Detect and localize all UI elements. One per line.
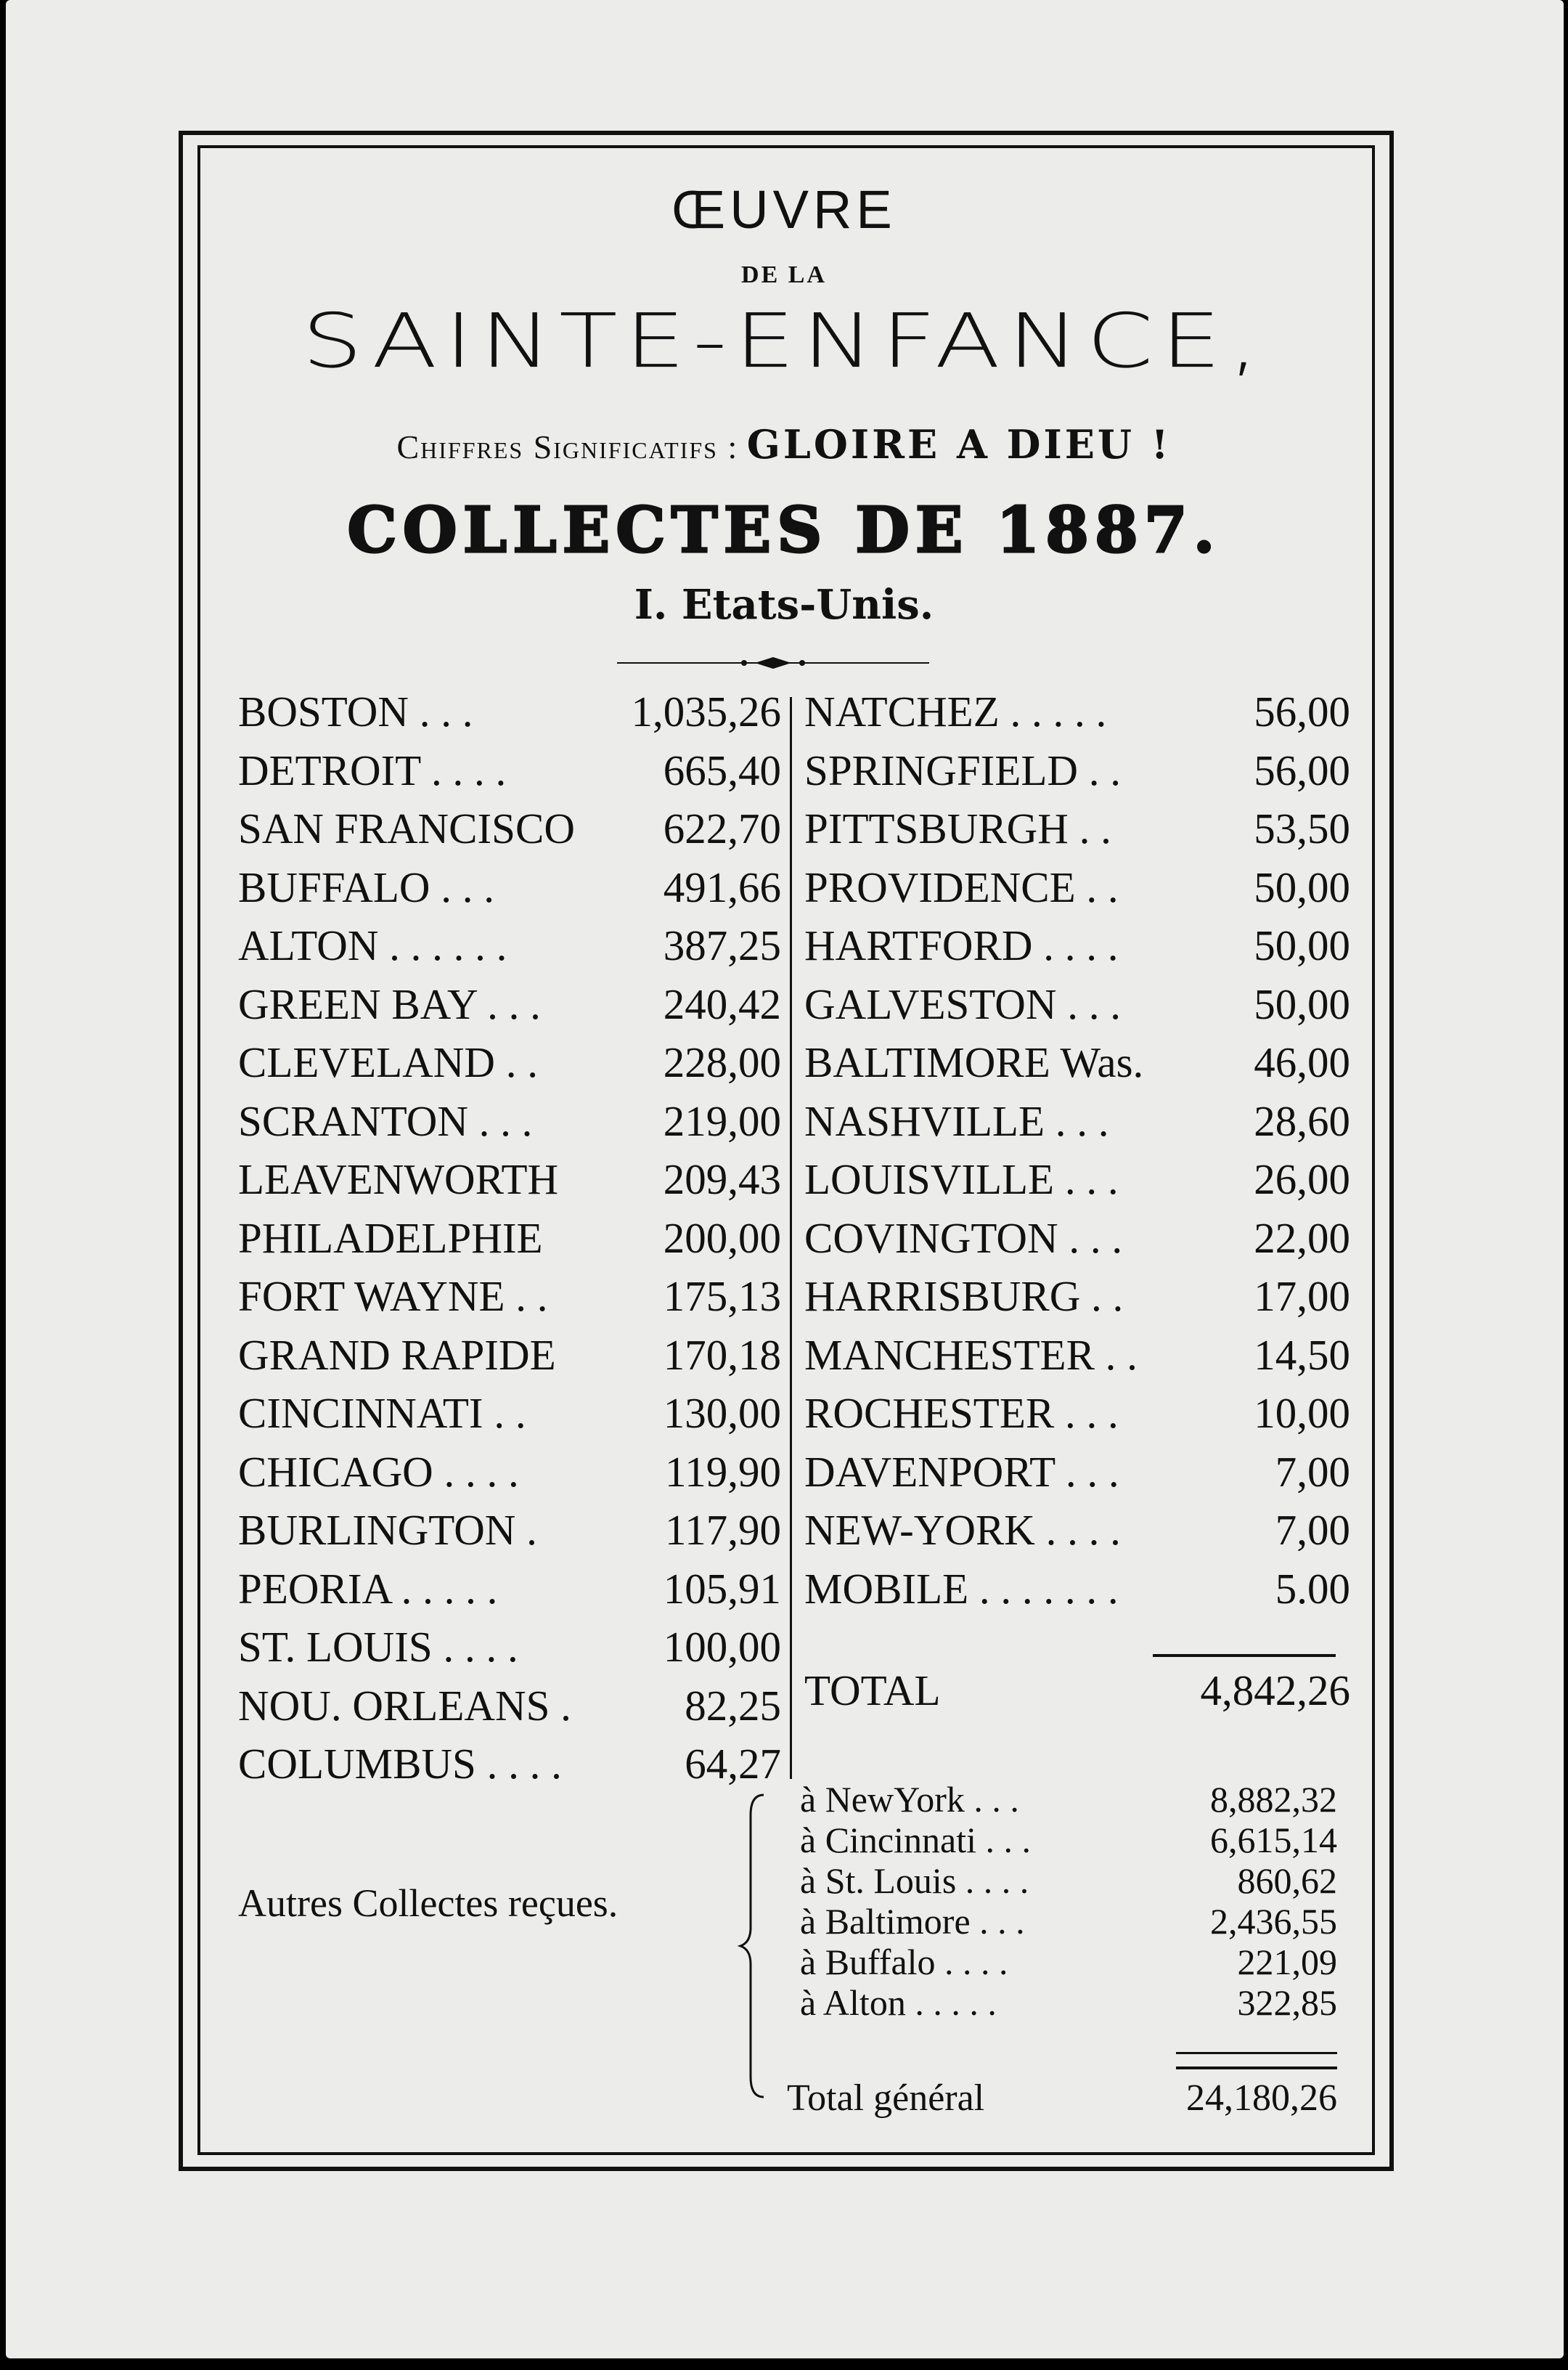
item-value: 64,27 bbox=[685, 1740, 781, 1788]
item-value: 10,00 bbox=[1254, 1389, 1350, 1437]
item-name: NATCHEZ . . . . . bbox=[804, 688, 1107, 736]
list-item bbox=[238, 1326, 781, 1385]
item-value: 105,91 bbox=[663, 1564, 781, 1613]
column-divider bbox=[790, 697, 792, 1779]
item-name: HARTFORD . . . . bbox=[804, 921, 1119, 969]
item-name: LOUISVILLE . . . bbox=[804, 1155, 1119, 1203]
item-name: PEORIA . . . . . bbox=[238, 1564, 498, 1613]
item-value: 82,25 bbox=[685, 1681, 781, 1730]
item-value: 26,00 bbox=[1254, 1155, 1350, 1203]
list-item bbox=[804, 799, 1350, 858]
item-name: à Buffalo . . . . bbox=[800, 1942, 1008, 1982]
list-item bbox=[238, 1560, 781, 1618]
gloire-text: GLOIRE A DIEU ! bbox=[746, 421, 1172, 468]
item-name: SAN FRANCISCO bbox=[238, 805, 575, 852]
item-name: BURLINGTON . bbox=[238, 1506, 537, 1554]
list-item bbox=[800, 1942, 1337, 1982]
item-value: 1,035,26 bbox=[631, 688, 781, 736]
item-name: NEW-YORK . . . . bbox=[804, 1506, 1121, 1554]
item-name: à St. Louis . . . . bbox=[800, 1860, 1029, 1901]
item-name: DAVENPORT . . . bbox=[804, 1447, 1119, 1496]
item-name: BOSTON . . . bbox=[238, 688, 473, 736]
item-name: PITTSBURGH . . bbox=[804, 805, 1111, 852]
list-item bbox=[238, 1735, 781, 1793]
list-item bbox=[238, 1033, 781, 1092]
section-heading: I. Etats-Unis. bbox=[634, 581, 934, 629]
list-item bbox=[238, 1501, 781, 1560]
item-value: 130,00 bbox=[663, 1389, 781, 1437]
item-value: 50,00 bbox=[1254, 921, 1350, 969]
item-value: 7,00 bbox=[1275, 1447, 1350, 1496]
autres-list bbox=[800, 1779, 1337, 2023]
item-name: ROCHESTER . . . bbox=[804, 1389, 1119, 1437]
list-item bbox=[804, 1033, 1350, 1092]
list-item bbox=[238, 1209, 781, 1268]
item-name: ST. LOUIS . . . . bbox=[238, 1623, 518, 1671]
list-item bbox=[238, 1092, 781, 1151]
list-item bbox=[804, 975, 1350, 1034]
list-item bbox=[238, 858, 781, 917]
item-name: BUFFALO . . . bbox=[238, 863, 494, 911]
item-value: 240,42 bbox=[663, 980, 781, 1028]
list-item bbox=[238, 1677, 781, 1735]
item-value: 46,00 bbox=[1254, 1038, 1350, 1086]
item-name: GALVESTON . . . bbox=[804, 980, 1121, 1028]
list-item bbox=[238, 1150, 781, 1209]
item-value: 100,00 bbox=[663, 1623, 781, 1671]
list-item bbox=[238, 741, 781, 800]
list-item bbox=[804, 1267, 1350, 1326]
grand-total-value: 24,180,26 bbox=[1186, 2077, 1337, 2119]
item-name: MOBILE . . . . . . . bbox=[804, 1564, 1119, 1613]
item-name: LEAVENWORTH bbox=[238, 1155, 559, 1203]
collectes-heading: COLLECTES DE 1887. bbox=[347, 494, 1221, 567]
heading-de-la: DE LA bbox=[741, 261, 827, 288]
grand-total-label: Total général bbox=[787, 2077, 985, 2119]
total-rule bbox=[1153, 1654, 1336, 1657]
list-item bbox=[238, 1267, 781, 1326]
item-value: 221,09 bbox=[1237, 1942, 1337, 1982]
item-name: ALTON . . . . . . bbox=[238, 921, 507, 969]
item-value: 50,00 bbox=[1254, 980, 1350, 1028]
item-name: CINCINNATI . . bbox=[238, 1389, 526, 1437]
list-item bbox=[238, 799, 781, 858]
item-value: 200,00 bbox=[663, 1213, 781, 1262]
item-value: 860,62 bbox=[1237, 1860, 1337, 1901]
list-item bbox=[238, 683, 781, 741]
list-item bbox=[238, 916, 781, 975]
item-value: 53,50 bbox=[1254, 805, 1350, 852]
page-title: SAINTE-ENFANCE, bbox=[301, 298, 1267, 386]
item-value: 22,00 bbox=[1254, 1213, 1350, 1262]
grand-total-row bbox=[787, 2077, 1337, 2119]
item-name: GREEN BAY . . . bbox=[238, 980, 541, 1028]
list-item bbox=[804, 1092, 1350, 1151]
item-value: 2,436,55 bbox=[1210, 1901, 1337, 1942]
right-column bbox=[804, 683, 1350, 1618]
item-value: 28,60 bbox=[1254, 1096, 1350, 1145]
item-value: 8,882,32 bbox=[1210, 1779, 1337, 1820]
list-item bbox=[804, 741, 1350, 800]
item-name: NOU. ORLEANS . bbox=[238, 1681, 571, 1730]
list-item bbox=[804, 1326, 1350, 1385]
item-value: 622,70 bbox=[663, 805, 781, 852]
item-value: 50,00 bbox=[1254, 863, 1350, 911]
item-value: 175,13 bbox=[663, 1272, 781, 1320]
list-item bbox=[238, 1618, 781, 1677]
list-item bbox=[804, 1560, 1350, 1618]
item-name: BALTIMORE Was. bbox=[804, 1038, 1144, 1086]
brace-icon bbox=[735, 1793, 771, 2098]
item-value: 665,40 bbox=[663, 746, 781, 794]
list-item bbox=[800, 1982, 1337, 2023]
total-value: 4,842,26 bbox=[1200, 1666, 1350, 1714]
item-name: MANCHESTER . . bbox=[804, 1330, 1138, 1379]
item-name: à NewYork . . . bbox=[800, 1779, 1019, 1820]
item-name: DETROIT . . . . bbox=[238, 746, 507, 794]
item-name: HARRISBURG . . bbox=[804, 1272, 1124, 1320]
item-value: 7,00 bbox=[1275, 1506, 1350, 1554]
item-value: 119,90 bbox=[664, 1447, 781, 1496]
list-item bbox=[800, 1860, 1337, 1901]
item-name: CLEVELAND . . bbox=[238, 1038, 538, 1086]
list-item bbox=[804, 1209, 1350, 1268]
list-item bbox=[804, 858, 1350, 917]
list-item bbox=[800, 1820, 1337, 1860]
subtitle-line bbox=[0, 421, 1568, 468]
item-name: COLUMBUS . . . . bbox=[238, 1740, 562, 1788]
item-value: 14,50 bbox=[1254, 1330, 1350, 1379]
grand-total-rule-top bbox=[1176, 2052, 1337, 2054]
left-column bbox=[238, 683, 781, 1793]
item-name: FORT WAYNE . . bbox=[238, 1272, 548, 1320]
item-value: 56,00 bbox=[1254, 688, 1350, 736]
list-item bbox=[804, 1501, 1350, 1560]
item-value: 209,43 bbox=[663, 1155, 781, 1203]
chiffres-label: Chiffres Significatifs : bbox=[396, 428, 739, 465]
list-item bbox=[804, 683, 1350, 741]
item-value: 228,00 bbox=[663, 1038, 781, 1086]
total-row bbox=[804, 1666, 1350, 1716]
item-name: CHICAGO . . . . bbox=[238, 1447, 519, 1496]
list-item bbox=[804, 1384, 1350, 1443]
item-value: 117,90 bbox=[664, 1506, 781, 1554]
item-name: SPRINGFIELD . . bbox=[804, 746, 1121, 794]
list-item bbox=[238, 975, 781, 1034]
heading-oeuvre: ŒUVRE bbox=[671, 179, 897, 240]
item-value: 219,00 bbox=[663, 1096, 781, 1145]
list-item bbox=[804, 1443, 1350, 1502]
total-label: TOTAL bbox=[804, 1666, 941, 1714]
list-item bbox=[238, 1443, 781, 1502]
item-value: 322,85 bbox=[1237, 1982, 1337, 2023]
item-name: à Baltimore . . . bbox=[800, 1901, 1025, 1942]
item-name: SCRANTON . . . bbox=[238, 1096, 533, 1145]
item-value: 56,00 bbox=[1254, 746, 1350, 794]
item-name: à Alton . . . . . bbox=[800, 1982, 997, 2023]
list-item bbox=[238, 1384, 781, 1443]
item-value: 17,00 bbox=[1254, 1272, 1350, 1320]
ornament-divider-icon bbox=[617, 656, 929, 670]
item-name: COVINGTON . . . bbox=[804, 1213, 1123, 1262]
list-item bbox=[800, 1779, 1337, 1820]
item-value: 5.00 bbox=[1275, 1564, 1350, 1613]
grand-total-rule bbox=[1176, 2066, 1337, 2069]
list-item bbox=[804, 1150, 1350, 1209]
item-name: GRAND RAPIDE bbox=[238, 1330, 556, 1379]
list-item bbox=[804, 916, 1350, 975]
item-value: 387,25 bbox=[663, 921, 781, 969]
item-name: PROVIDENCE . . bbox=[804, 863, 1119, 911]
autres-label: Autres Collectes reçues. bbox=[238, 1881, 618, 1925]
item-name: NASHVILLE . . . bbox=[804, 1096, 1109, 1145]
item-name: à Cincinnati . . . bbox=[800, 1820, 1031, 1860]
item-value: 491,66 bbox=[663, 863, 781, 911]
item-value: 170,18 bbox=[663, 1330, 781, 1379]
list-item bbox=[800, 1901, 1337, 1942]
item-name: PHILADELPHIE bbox=[238, 1213, 543, 1262]
item-value: 6,615,14 bbox=[1210, 1820, 1337, 1860]
